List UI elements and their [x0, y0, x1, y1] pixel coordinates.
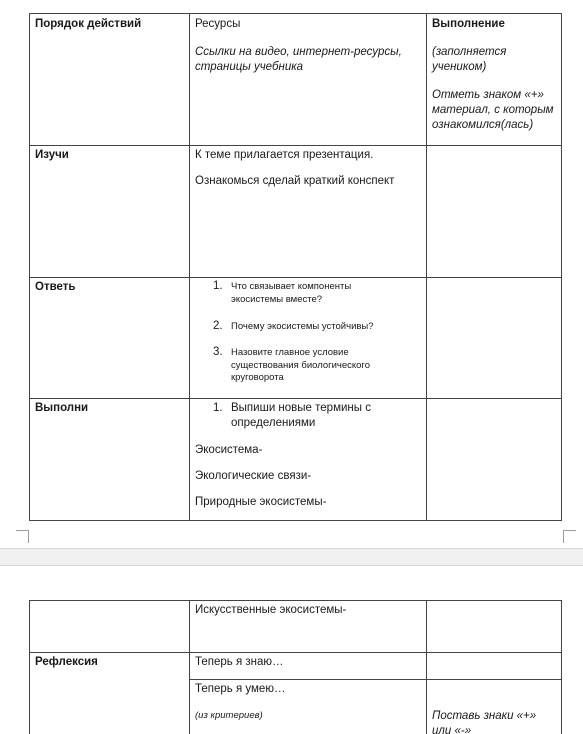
table-border-col2	[189, 600, 190, 734]
term-natural-ecosystems: Природные экосистемы-	[195, 496, 327, 508]
task-number: 1.	[213, 402, 223, 414]
table-border-top	[29, 600, 562, 601]
reflection-know: Теперь я знаю…	[195, 656, 284, 668]
term-ecosystem: Экосистема-	[195, 444, 263, 456]
table-row-divider	[29, 145, 562, 146]
table-border-left	[29, 13, 30, 521]
header-execution-note: (заполняется учеником)	[432, 46, 507, 73]
reflection-mark-instruction: Поставь знаки «+»	[432, 710, 537, 722]
row-do-action: Выполни	[35, 402, 89, 414]
reflection-mark-instruction-2: или «-»	[432, 725, 472, 734]
page-corner-mark	[563, 530, 576, 543]
row-reflection-action: Рефлексия	[35, 656, 98, 668]
reflection-can: Теперь я умею…	[195, 683, 286, 695]
term-artificial-ecosystems: Искусственные экосистемы-	[195, 604, 347, 616]
row-study-action: Изучи	[35, 149, 69, 161]
reflection-criteria: (из критериев)	[195, 710, 263, 721]
page-corner-mark	[16, 530, 29, 543]
term-ecological-links: Экологические связи-	[195, 470, 312, 482]
question-text: Назовите главное условие существования биологического круговорота	[231, 347, 370, 383]
table-border-bottom	[29, 520, 562, 521]
document-page-2	[0, 566, 583, 734]
row-study-resource-1: К теме прилагается презентация.	[195, 149, 374, 161]
table-border-right	[561, 13, 562, 521]
table-row-divider	[29, 277, 562, 278]
table-row-divider	[189, 679, 562, 680]
question-text: Что связывает компоненты экосистемы вместе?	[231, 281, 352, 305]
table-border-col2	[189, 13, 190, 521]
question-number: 1.	[213, 280, 223, 292]
page-break	[0, 548, 583, 566]
table-border-col3	[426, 13, 427, 521]
question-number: 2.	[213, 320, 223, 332]
row-study-resource-2: Ознакомься сделай краткий конспект	[195, 175, 395, 187]
table-border-left	[29, 600, 30, 734]
header-execution-instruction: Отметь знаком «+» материал, с которым ознакомился(лась)	[432, 89, 554, 131]
table-row-divider	[29, 652, 562, 653]
header-actions: Порядок действий	[35, 18, 142, 30]
header-resources: Ресурсы	[195, 18, 241, 30]
table-border-col3	[426, 600, 427, 734]
header-execution: Выполнение	[432, 18, 505, 30]
task-text: Выпиши новые термины с определениями	[231, 402, 371, 429]
row-answer-action: Ответь	[35, 281, 76, 293]
header-resources-note: Ссылки на видео, интернет-ресурсы, страницы учебника	[195, 46, 402, 73]
table-row-divider	[29, 398, 562, 399]
question-text: Почему экосистемы устойчивы?	[231, 321, 374, 332]
table-border-top	[29, 13, 562, 14]
table-border-right	[561, 600, 562, 734]
question-number: 3.	[213, 346, 223, 358]
